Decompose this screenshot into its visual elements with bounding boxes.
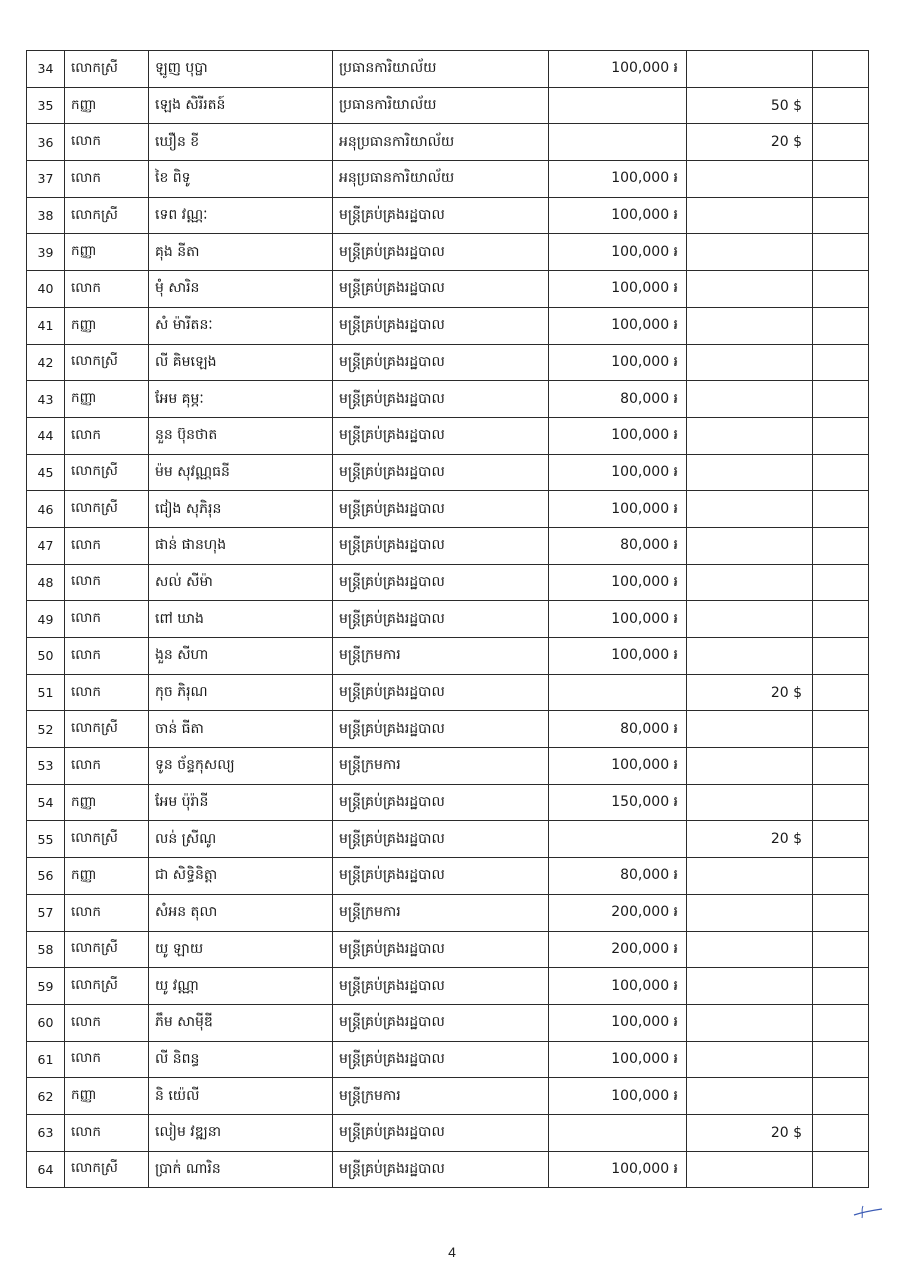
title-cell: លោក (65, 564, 149, 601)
position-cell: មន្ត្រីគ្រប់គ្រងរដ្ឋបាល (333, 271, 549, 308)
name-cell: សំ ម៉ារីតនៈ (149, 307, 333, 344)
usd-amount-cell (687, 491, 813, 528)
row-number: 45 (27, 454, 65, 491)
position-cell: មន្ត្រីក្រមការ (333, 1078, 549, 1115)
row-number: 49 (27, 601, 65, 638)
row-number: 40 (27, 271, 65, 308)
title-cell: កញ្ញា (65, 784, 149, 821)
row-number: 51 (27, 674, 65, 711)
note-cell (813, 161, 869, 198)
riel-amount-cell: 100,000 ៛ (549, 344, 687, 381)
note-cell (813, 1151, 869, 1188)
riel-amount-cell: 100,000 ៛ (549, 1004, 687, 1041)
title-cell: កញ្ញា (65, 1078, 149, 1115)
usd-amount-cell (687, 1078, 813, 1115)
position-cell: មន្ត្រីគ្រប់គ្រងរដ្ឋបាល (333, 454, 549, 491)
row-number: 58 (27, 931, 65, 968)
title-cell: កញ្ញា (65, 307, 149, 344)
usd-amount-cell: 20 $ (687, 674, 813, 711)
title-cell: លោកស្រី (65, 51, 149, 88)
title-cell: លោក (65, 124, 149, 161)
riel-amount-cell: 100,000 ៛ (549, 1078, 687, 1115)
note-cell (813, 527, 869, 564)
table-row (27, 748, 869, 785)
riel-amount-cell (549, 674, 687, 711)
donation-table (26, 50, 869, 1188)
title-cell: លោកស្រី (65, 931, 149, 968)
name-cell: និ យ៉េលី (149, 1078, 333, 1115)
name-cell: ងួន សីហា (149, 638, 333, 675)
note-cell (813, 858, 869, 895)
table-row (27, 564, 869, 601)
riel-amount-cell: 100,000 ៛ (549, 638, 687, 675)
name-cell: ប្រាក់ ណារិន (149, 1151, 333, 1188)
row-number: 39 (27, 234, 65, 271)
title-cell: លោកស្រី (65, 491, 149, 528)
usd-amount-cell (687, 344, 813, 381)
usd-amount-cell (687, 784, 813, 821)
table-row (27, 931, 869, 968)
row-number: 60 (27, 1004, 65, 1041)
usd-amount-cell: 20 $ (687, 821, 813, 858)
table-body (27, 51, 869, 1188)
usd-amount-cell (687, 161, 813, 198)
note-cell (813, 87, 869, 124)
row-number: 48 (27, 564, 65, 601)
name-cell: ចាន់ ធីតា (149, 711, 333, 748)
name-cell: មុំ សារិន (149, 271, 333, 308)
table-row (27, 197, 869, 234)
position-cell: មន្ត្រីគ្រប់គ្រងរដ្ឋបាល (333, 931, 549, 968)
note-cell (813, 1004, 869, 1041)
riel-amount-cell: 100,000 ៛ (549, 748, 687, 785)
riel-amount-cell (549, 124, 687, 161)
name-cell: យូ ឡាយ (149, 931, 333, 968)
position-cell: មន្ត្រីគ្រប់គ្រងរដ្ឋបាល (333, 1151, 549, 1188)
usd-amount-cell (687, 454, 813, 491)
title-cell: លោក (65, 527, 149, 564)
riel-amount-cell: 100,000 ៛ (549, 454, 687, 491)
name-cell: អែម គុម្ភៈ (149, 381, 333, 418)
usd-amount-cell (687, 748, 813, 785)
usd-amount-cell (687, 417, 813, 454)
position-cell: មន្ត្រីក្រមការ (333, 638, 549, 675)
note-cell (813, 454, 869, 491)
title-cell: កញ្ញា (65, 381, 149, 418)
usd-amount-cell (687, 894, 813, 931)
title-cell: កញ្ញា (65, 858, 149, 895)
position-cell: មន្ត្រីគ្រប់គ្រងរដ្ឋបាល (333, 491, 549, 528)
table-row (27, 381, 869, 418)
table-row (27, 1078, 869, 1115)
riel-amount-cell: 100,000 ៛ (549, 307, 687, 344)
position-cell: មន្ត្រីគ្រប់គ្រងរដ្ឋបាល (333, 234, 549, 271)
usd-amount-cell (687, 1004, 813, 1041)
table-row (27, 1151, 869, 1188)
riel-amount-cell (549, 87, 687, 124)
usd-amount-cell (687, 1151, 813, 1188)
note-cell (813, 674, 869, 711)
note-cell (813, 784, 869, 821)
usd-amount-cell: 20 $ (687, 1114, 813, 1151)
title-cell: លោក (65, 161, 149, 198)
position-cell: មន្ត្រីក្រមការ (333, 748, 549, 785)
riel-amount-cell: 100,000 ៛ (549, 271, 687, 308)
name-cell: ឡូញ បុប្ផា (149, 51, 333, 88)
usd-amount-cell (687, 51, 813, 88)
title-cell: លោកស្រី (65, 454, 149, 491)
name-cell: ម៉ម សុវណ្ណធនី (149, 454, 333, 491)
riel-amount-cell: 80,000 ៛ (549, 381, 687, 418)
position-cell: មន្ត្រីគ្រប់គ្រងរដ្ឋបាល (333, 564, 549, 601)
note-cell (813, 711, 869, 748)
note-cell (813, 1078, 869, 1115)
name-cell: នួន ប៊ុនថាត (149, 417, 333, 454)
usd-amount-cell (687, 564, 813, 601)
usd-amount-cell (687, 711, 813, 748)
title-cell: លោកស្រី (65, 711, 149, 748)
name-cell: ភឹម សាម៉ីឌី (149, 1004, 333, 1041)
name-cell: សំអន តុលា (149, 894, 333, 931)
note-cell (813, 381, 869, 418)
position-cell: មន្ត្រីគ្រប់គ្រងរដ្ឋបាល (333, 381, 549, 418)
riel-amount-cell: 100,000 ៛ (549, 1041, 687, 1078)
riel-amount-cell: 80,000 ៛ (549, 858, 687, 895)
usd-amount-cell (687, 307, 813, 344)
title-cell: លោក (65, 894, 149, 931)
note-cell (813, 638, 869, 675)
usd-amount-cell (687, 271, 813, 308)
usd-amount-cell (687, 234, 813, 271)
row-number: 47 (27, 527, 65, 564)
riel-amount-cell: 100,000 ៛ (549, 601, 687, 638)
row-number: 52 (27, 711, 65, 748)
position-cell: មន្ត្រីគ្រប់គ្រងរដ្ឋបាល (333, 674, 549, 711)
note-cell (813, 51, 869, 88)
position-cell: ប្រធានការិយាល័យ (333, 87, 549, 124)
title-cell: លោក (65, 417, 149, 454)
title-cell: លោកស្រី (65, 968, 149, 1005)
title-cell: លោក (65, 601, 149, 638)
position-cell: មន្ត្រីគ្រប់គ្រងរដ្ឋបាល (333, 711, 549, 748)
riel-amount-cell: 100,000 ៛ (549, 968, 687, 1005)
position-cell: មន្ត្រីគ្រប់គ្រងរដ្ឋបាល (333, 344, 549, 381)
position-cell: មន្ត្រីគ្រប់គ្រងរដ្ឋបាល (333, 858, 549, 895)
row-number: 38 (27, 197, 65, 234)
riel-amount-cell: 80,000 ៛ (549, 711, 687, 748)
table-row (27, 711, 869, 748)
name-cell: ជា សិទ្ធិនិត្តា (149, 858, 333, 895)
table-row (27, 1114, 869, 1151)
riel-amount-cell: 100,000 ៛ (549, 51, 687, 88)
table-row (27, 307, 869, 344)
position-cell: មន្ត្រីគ្រប់គ្រងរដ្ឋបាល (333, 784, 549, 821)
usd-amount-cell (687, 601, 813, 638)
title-cell: លោក (65, 1041, 149, 1078)
table-row (27, 87, 869, 124)
note-cell (813, 1041, 869, 1078)
table-row (27, 51, 869, 88)
table-row (27, 344, 869, 381)
page-number: 4 (448, 1244, 456, 1260)
position-cell: មន្ត្រីក្រមការ (333, 894, 549, 931)
note-cell (813, 234, 869, 271)
table-row (27, 638, 869, 675)
name-cell: យូ វណ្ណា (149, 968, 333, 1005)
table-row (27, 234, 869, 271)
position-cell: មន្ត្រីគ្រប់គ្រងរដ្ឋបាល (333, 417, 549, 454)
row-number: 42 (27, 344, 65, 381)
row-number: 57 (27, 894, 65, 931)
position-cell: មន្ត្រីគ្រប់គ្រងរដ្ឋបាល (333, 1004, 549, 1041)
riel-amount-cell: 200,000 ៛ (549, 931, 687, 968)
riel-amount-cell: 100,000 ៛ (549, 491, 687, 528)
title-cell: លោកស្រី (65, 821, 149, 858)
position-cell: អនុប្រធានការិយាល័យ (333, 124, 549, 161)
note-cell (813, 271, 869, 308)
usd-amount-cell (687, 968, 813, 1005)
title-cell: លោក (65, 638, 149, 675)
position-cell: ប្រធានការិយាល័យ (333, 51, 549, 88)
note-cell (813, 491, 869, 528)
riel-amount-cell: 100,000 ៛ (549, 1151, 687, 1188)
row-number: 50 (27, 638, 65, 675)
title-cell: លោកស្រី (65, 344, 149, 381)
row-number: 34 (27, 51, 65, 88)
usd-amount-cell (687, 931, 813, 968)
name-cell: ជៀង សុភិរុន (149, 491, 333, 528)
row-number: 55 (27, 821, 65, 858)
note-cell (813, 197, 869, 234)
note-cell (813, 931, 869, 968)
name-cell: លន់ ស្រីណូ (149, 821, 333, 858)
position-cell: មន្ត្រីគ្រប់គ្រងរដ្ឋបាល (333, 601, 549, 638)
row-number: 53 (27, 748, 65, 785)
riel-amount-cell: 100,000 ៛ (549, 417, 687, 454)
pen-mark (848, 1200, 888, 1222)
position-cell: មន្ត្រីគ្រប់គ្រងរដ្ឋបាល (333, 307, 549, 344)
table-row (27, 821, 869, 858)
table-row (27, 1004, 869, 1041)
name-cell: លៀម វឌ្ឍនា (149, 1114, 333, 1151)
riel-amount-cell: 200,000 ៛ (549, 894, 687, 931)
usd-amount-cell: 20 $ (687, 124, 813, 161)
row-number: 46 (27, 491, 65, 528)
riel-amount-cell (549, 1114, 687, 1151)
row-number: 44 (27, 417, 65, 454)
riel-amount-cell: 100,000 ៛ (549, 234, 687, 271)
title-cell: លោក (65, 1114, 149, 1151)
note-cell (813, 417, 869, 454)
table-row (27, 527, 869, 564)
table-row (27, 894, 869, 931)
note-cell (813, 968, 869, 1005)
table-row (27, 858, 869, 895)
usd-amount-cell (687, 638, 813, 675)
name-cell: ទេព វណ្ណៈ (149, 197, 333, 234)
name-cell: ពៅ ឃាង (149, 601, 333, 638)
table-row (27, 454, 869, 491)
table-row (27, 124, 869, 161)
table-row (27, 784, 869, 821)
row-number: 41 (27, 307, 65, 344)
name-cell: កុច ភិរុណ (149, 674, 333, 711)
position-cell: មន្ត្រីគ្រប់គ្រងរដ្ឋបាល (333, 527, 549, 564)
riel-amount-cell: 150,000 ៛ (549, 784, 687, 821)
title-cell: កញ្ញា (65, 87, 149, 124)
note-cell (813, 124, 869, 161)
riel-amount-cell: 100,000 ៛ (549, 161, 687, 198)
note-cell (813, 748, 869, 785)
note-cell (813, 344, 869, 381)
title-cell: លោកស្រី (65, 197, 149, 234)
title-cell: លោកស្រី (65, 1151, 149, 1188)
name-cell: ឡេង សិរីរតន៍ (149, 87, 333, 124)
riel-amount-cell: 100,000 ៛ (549, 197, 687, 234)
title-cell: លោក (65, 674, 149, 711)
riel-amount-cell: 100,000 ៛ (549, 564, 687, 601)
note-cell (813, 894, 869, 931)
position-cell: មន្ត្រីគ្រប់គ្រងរដ្ឋបាល (333, 197, 549, 234)
note-cell (813, 821, 869, 858)
row-number: 63 (27, 1114, 65, 1151)
usd-amount-cell (687, 1041, 813, 1078)
usd-amount-cell (687, 858, 813, 895)
name-cell: ទូន ច័ន្ទកុសល្យ (149, 748, 333, 785)
table-row (27, 674, 869, 711)
position-cell: អនុប្រធានការិយាល័យ (333, 161, 549, 198)
title-cell: លោក (65, 748, 149, 785)
note-cell (813, 601, 869, 638)
name-cell: លី គិមឡេង (149, 344, 333, 381)
row-number: 37 (27, 161, 65, 198)
note-cell (813, 1114, 869, 1151)
position-cell: មន្ត្រីគ្រប់គ្រងរដ្ឋបាល (333, 1114, 549, 1151)
riel-amount-cell: 80,000 ៛ (549, 527, 687, 564)
name-cell: ឃឿន ខី (149, 124, 333, 161)
note-cell (813, 307, 869, 344)
name-cell: អែម ប៉ុរ៉ានី (149, 784, 333, 821)
table-row (27, 161, 869, 198)
table-row (27, 491, 869, 528)
row-number: 36 (27, 124, 65, 161)
usd-amount-cell (687, 527, 813, 564)
usd-amount-cell (687, 381, 813, 418)
name-cell: ខៃ ពិទូ (149, 161, 333, 198)
row-number: 43 (27, 381, 65, 418)
title-cell: កញ្ញា (65, 234, 149, 271)
name-cell: លី និពន្ធ (149, 1041, 333, 1078)
table-row (27, 417, 869, 454)
table-row (27, 271, 869, 308)
row-number: 56 (27, 858, 65, 895)
position-cell: មន្ត្រីគ្រប់គ្រងរដ្ឋបាល (333, 821, 549, 858)
name-cell: គុង នីតា (149, 234, 333, 271)
title-cell: លោក (65, 1004, 149, 1041)
table-row (27, 601, 869, 638)
usd-amount-cell: 50 $ (687, 87, 813, 124)
name-cell: សល់ សីម៉ា (149, 564, 333, 601)
row-number: 54 (27, 784, 65, 821)
title-cell: លោក (65, 271, 149, 308)
note-cell (813, 564, 869, 601)
row-number: 59 (27, 968, 65, 1005)
riel-amount-cell (549, 821, 687, 858)
row-number: 62 (27, 1078, 65, 1115)
table-row (27, 968, 869, 1005)
table-row (27, 1041, 869, 1078)
position-cell: មន្ត្រីគ្រប់គ្រងរដ្ឋបាល (333, 1041, 549, 1078)
position-cell: មន្ត្រីគ្រប់គ្រងរដ្ឋបាល (333, 968, 549, 1005)
usd-amount-cell (687, 197, 813, 234)
row-number: 61 (27, 1041, 65, 1078)
row-number: 64 (27, 1151, 65, 1188)
name-cell: ផាន់ ផានហុង (149, 527, 333, 564)
row-number: 35 (27, 87, 65, 124)
